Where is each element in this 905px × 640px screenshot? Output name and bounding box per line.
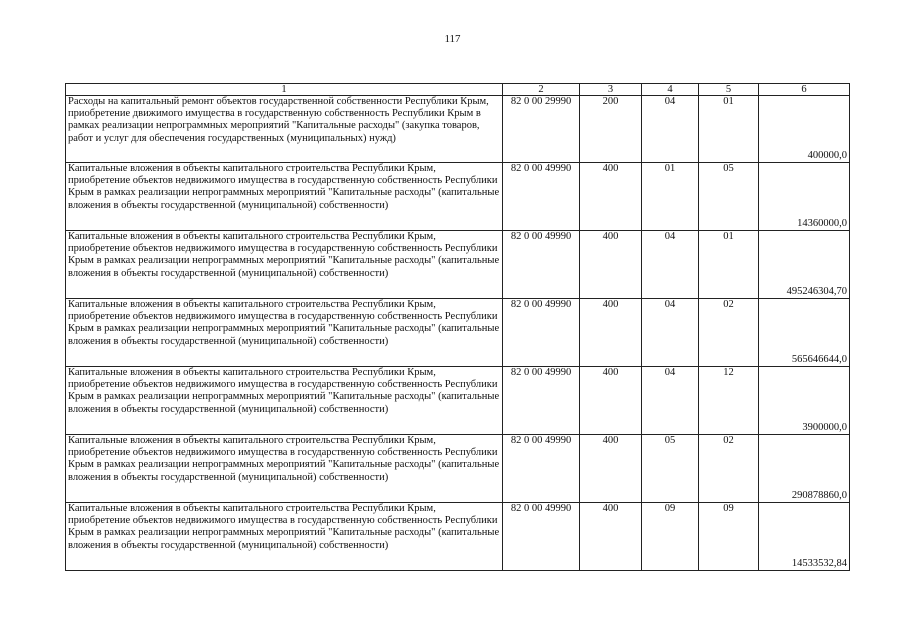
row-target-article-code: 82 0 00 49990 xyxy=(503,435,580,503)
row-expense-type-code: 400 xyxy=(580,231,642,299)
row-target-article-code: 82 0 00 49990 xyxy=(503,367,580,435)
table-row xyxy=(66,299,850,367)
row-target-article-code: 82 0 00 49990 xyxy=(503,503,580,571)
row-amount: 3900000,0 xyxy=(759,367,850,435)
row-subsection-code: 05 xyxy=(699,163,759,231)
table-row xyxy=(66,367,850,435)
row-amount: 400000,0 xyxy=(759,96,850,163)
header-col-3: 3 xyxy=(580,84,642,96)
table-header-row xyxy=(66,84,850,96)
row-amount: 565646644,0 xyxy=(759,299,850,367)
header-col-5: 5 xyxy=(699,84,759,96)
row-description: Расходы на капитальный ремонт объектов государственной собственности Республики Крым, приобретение движимого имущества в государственную собственность Республики Крым в рамках реализации непрограммных мероприятий "Капитальные расходы" (закупка товаров, работ и услуг для обеспечения государственных (муниципальных) нужд) xyxy=(66,96,503,163)
row-section-code: 04 xyxy=(642,231,699,299)
row-amount: 14360000,0 xyxy=(759,163,850,231)
row-subsection-code: 01 xyxy=(699,96,759,163)
table-row xyxy=(66,435,850,503)
header-col-2: 2 xyxy=(503,84,580,96)
row-amount: 495246304,70 xyxy=(759,231,850,299)
row-subsection-code: 12 xyxy=(699,367,759,435)
row-amount: 290878860,0 xyxy=(759,435,850,503)
header-col-1: 1 xyxy=(66,84,503,96)
row-section-code: 09 xyxy=(642,503,699,571)
row-subsection-code: 02 xyxy=(699,435,759,503)
row-expense-type-code: 400 xyxy=(580,503,642,571)
table-row xyxy=(66,231,850,299)
table-row xyxy=(66,503,850,571)
page-number: 117 xyxy=(444,33,461,45)
row-amount: 14533532,84 xyxy=(759,503,850,571)
row-target-article-code: 82 0 00 49990 xyxy=(503,163,580,231)
row-section-code: 01 xyxy=(642,163,699,231)
row-target-article-code: 82 0 00 49990 xyxy=(503,299,580,367)
row-section-code: 04 xyxy=(642,96,699,163)
header-col-6: 6 xyxy=(759,84,850,96)
header-col-4: 4 xyxy=(642,84,699,96)
row-target-article-code: 82 0 00 49990 xyxy=(503,231,580,299)
row-subsection-code: 09 xyxy=(699,503,759,571)
row-target-article-code: 82 0 00 29990 xyxy=(503,96,580,163)
row-description: Капитальные вложения в объекты капитального строительства Республики Крым, приобретение объектов недвижимого имущества в государственную собственность Республики Крым в рамках реализации непрограммных мероприятий "Капитальные расходы" (капитальные вложения в объекты государственной (муниципальной) собственности) xyxy=(66,503,503,571)
row-description: Капитальные вложения в объекты капитального строительства Республики Крым, приобретение объектов недвижимого имущества в государственную собственность Республики Крым в рамках реализации непрограммных мероприятий "Капитальные расходы" (капитальные вложения в объекты государственной (муниципальной) собственности) xyxy=(66,299,503,367)
row-section-code: 04 xyxy=(642,367,699,435)
row-subsection-code: 02 xyxy=(699,299,759,367)
row-description: Капитальные вложения в объекты капитального строительства Республики Крым, приобретение объектов недвижимого имущества в государственную собственность Республики Крым в рамках реализации непрограммных мероприятий "Капитальные расходы" (капитальные вложения в объекты государственной (муниципальной) собственности) xyxy=(66,435,503,503)
row-expense-type-code: 400 xyxy=(580,163,642,231)
row-description: Капитальные вложения в объекты капитального строительства Республики Крым, приобретение объектов недвижимого имущества в государственную собственность Республики Крым в рамках реализации непрограммных мероприятий "Капитальные расходы" (капитальные вложения в объекты государственной (муниципальной) собственности) xyxy=(66,231,503,299)
row-section-code: 04 xyxy=(642,299,699,367)
row-description: Капитальные вложения в объекты капитального строительства Республики Крым, приобретение объектов недвижимого имущества в государственную собственность Республики Крым в рамках реализации непрограммных мероприятий "Капитальные расходы" (капитальные вложения в объекты государственной (муниципальной) собственности) xyxy=(66,367,503,435)
table-row xyxy=(66,96,850,163)
row-expense-type-code: 400 xyxy=(580,435,642,503)
row-subsection-code: 01 xyxy=(699,231,759,299)
row-expense-type-code: 400 xyxy=(580,299,642,367)
row-expense-type-code: 400 xyxy=(580,367,642,435)
budget-table xyxy=(65,83,850,571)
table-row xyxy=(66,163,850,231)
row-expense-type-code: 200 xyxy=(580,96,642,163)
row-description: Капитальные вложения в объекты капитального строительства Республики Крым, приобретение объектов недвижимого имущества в государственную собственность Республики Крым в рамках реализации непрограммных мероприятий "Капитальные расходы" (капитальные вложения в объекты государственной (муниципальной) собственности) xyxy=(66,163,503,231)
row-section-code: 05 xyxy=(642,435,699,503)
